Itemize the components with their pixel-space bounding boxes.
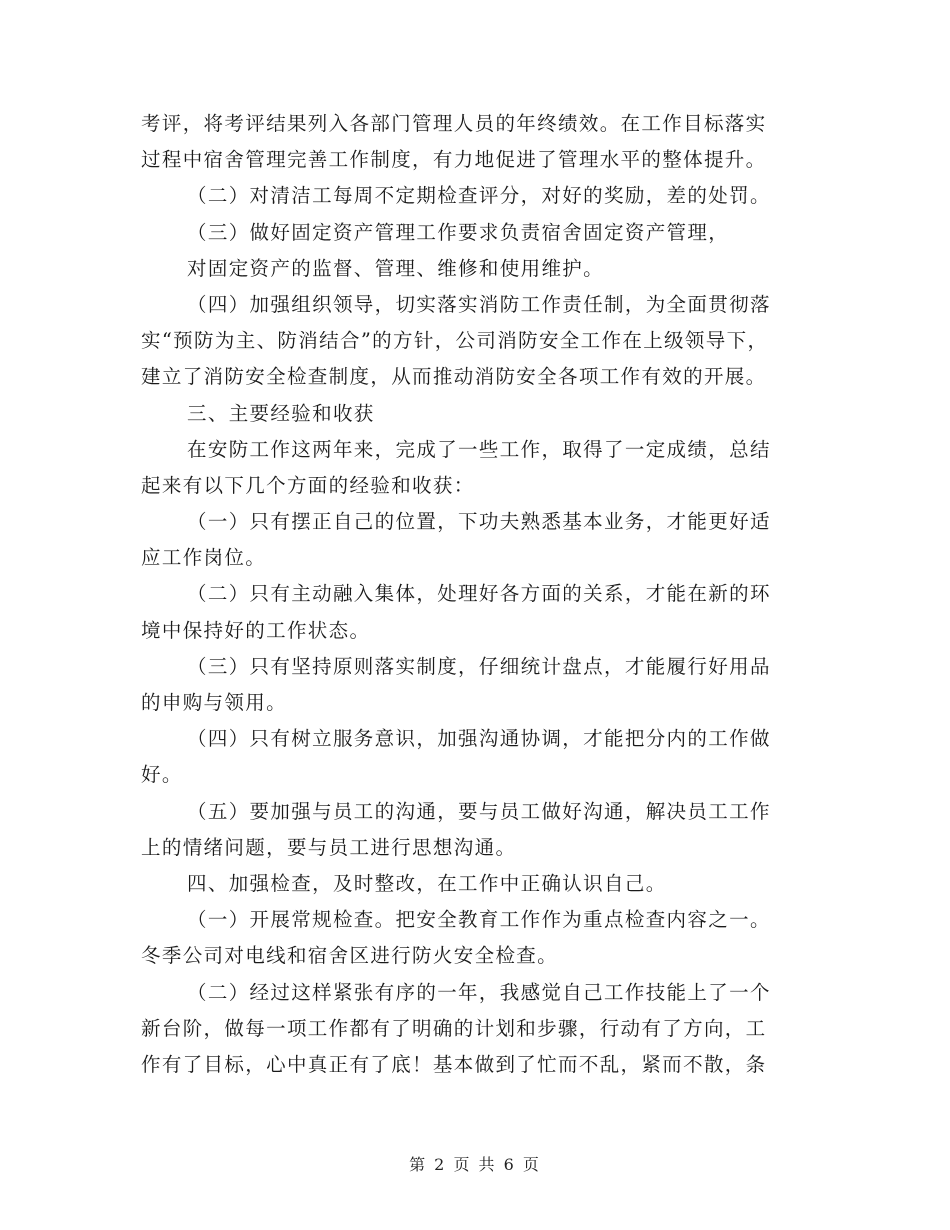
text-line: （四）加强组织领导，切实落实消防工作责任制，为全面贯彻落 [187, 292, 771, 316]
text-line: 作有了目标，心中真正有了底！基本做到了忙而不乱，紧而不散，条 [141, 1052, 767, 1076]
text-line: 好。 [141, 763, 183, 787]
page-number: 第 2 页 共 6 页 [409, 1155, 541, 1174]
text-line: （二）对清洁工每周不定期检查评分，对好的奖励，差的处罚。 [187, 184, 771, 208]
text-line: （二）经过这样紧张有序的一年，我感觉自己工作技能上了一个 [187, 980, 771, 1004]
text-line: 应工作岗位。 [141, 546, 267, 570]
text-line: 三、主要经验和收获 [187, 401, 375, 425]
text-line: 建立了消防安全检查制度，从而推动消防安全各项工作有效的开展。 [141, 365, 767, 389]
text-line: 对固定资产的监督、管理、维修和使用维护。 [187, 256, 605, 280]
text-line: 实“预防为主、防消结合”的方针，公司消防安全工作在上级领导下， [141, 329, 769, 353]
text-line: 新台阶，做每一项工作都有了明确的计划和步骤，行动有了方向，工 [141, 1016, 767, 1040]
text-line: 考评，将考评结果列入各部门管理人员的年终绩效。在工作目标落实 [141, 112, 767, 135]
text-line: 过程中宿舍管理完善工作制度，有力地促进了管理水平的整体提升。 [141, 148, 767, 172]
text-line: 四、加强检查，及时整改，在工作中正确认识自己。 [187, 871, 667, 895]
text-line: （四）只有树立服务意识，加强沟通协调，才能把分内的工作做 [187, 727, 771, 751]
text-line: （二）只有主动融入集体，处理好各方面的关系，才能在新的环 [187, 582, 771, 606]
text-line: 起来有以下几个方面的经验和收获： [141, 473, 475, 497]
text-line: （一）只有摆正自己的位置，下功夫熟悉基本业务，才能更好适 [187, 510, 771, 534]
text-line: （三）只有坚持原则落实制度，仔细统计盘点，才能履行好用品 [187, 654, 771, 678]
text-line: （三）做好固定资产管理工作要求负责宿舍固定资产管理， [187, 220, 730, 244]
text-line: 在安防工作这两年来，完成了一些工作，取得了一定成绩，总结 [187, 437, 771, 461]
text-line: 上的情绪问题，要与员工进行思想沟通。 [141, 835, 517, 859]
text-line: 境中保持好的工作状态。 [141, 618, 371, 642]
text-line: 的申购与领用。 [141, 691, 287, 714]
text-line: （五）要加强与员工的沟通，要与员工做好沟通，解决员工工作 [187, 799, 771, 823]
text-line: 冬季公司对电线和宿舍区进行防火安全检查。 [141, 944, 559, 968]
document-body [141, 106, 811, 1083]
text-line: （一）开展常规检查。把安全教育工作作为重点检查内容之一。 [187, 908, 771, 932]
